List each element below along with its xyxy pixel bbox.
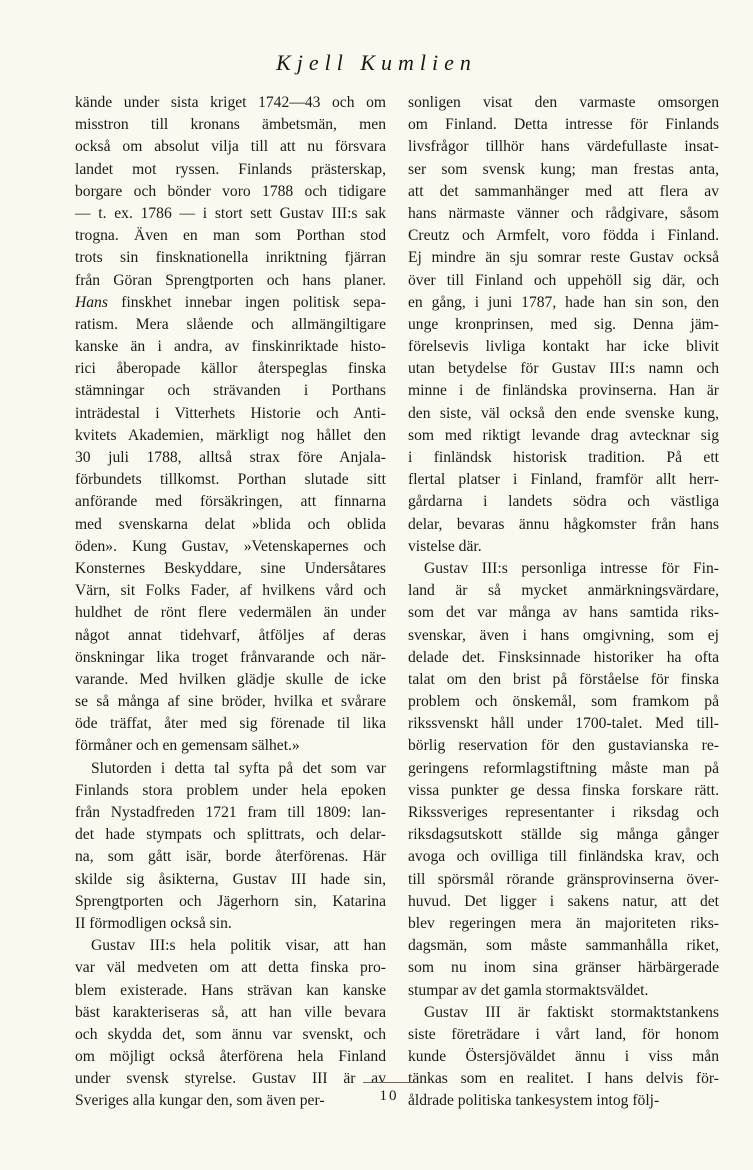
text-line: öden». Kung Gustav, »Vetenskapernes och <box>75 537 386 555</box>
text-line: hans närmaste vänner och rådgivare, såsom <box>408 204 719 222</box>
text-line: misstron till kronans ämbetsmän, men <box>75 116 386 134</box>
text-line: II förmodligen också sin. <box>75 914 232 932</box>
text-line: i finländsk historisk tradition. På ett <box>408 449 719 466</box>
text-line: om Finland. Detta intresse för Finlands <box>408 116 719 134</box>
text-line: rikssvenskt håll under 1700-talet. Med till- <box>408 715 719 733</box>
text-line: som nu inom sina gränser härbärgerade <box>408 959 719 977</box>
text-line: sonligen visat den varmaste omsorgen <box>408 94 719 111</box>
text-line: till spörsmål rörande gränsprovinserna över- <box>408 870 719 888</box>
text-line: varande. Med hvilken glädje skulle de icke <box>75 670 386 688</box>
text-line: borgare och bönder voro 1788 och tidigare <box>75 182 386 200</box>
text-line: geringens reformlagstiftning måste man på <box>408 759 719 777</box>
text-line: land är så mycket anmärkningsvärdare, <box>408 582 719 600</box>
text-line: Gustav III:s personliga intresse för Fin- <box>424 559 719 577</box>
text-line: börlig reservation för den gustavianska re- <box>408 737 719 755</box>
text-line: Finlands stora problem under hela epoken <box>75 781 386 799</box>
footer-rule <box>363 1082 415 1083</box>
text-line: rici åberopade källor återspeglas finska <box>75 360 386 378</box>
text-line: som det var många av hans samtida riks- <box>408 604 719 622</box>
text-line: Konsternes Beskyddare, sine Undersåtares <box>75 559 386 577</box>
text-line: från Göran Sprengtporten och hans planer. <box>75 271 386 289</box>
text-line: öde träffat, åter med sig förenade til lika <box>75 715 386 733</box>
text-line: den siste, väl också den ende svenske kung, <box>408 404 719 422</box>
text-line: Gustav III:s hela politik visar, att han <box>91 937 386 955</box>
text-line: också om absolut vilja till att nu försvara <box>75 138 386 156</box>
text-line: stämningar och strävanden i Porthans <box>75 382 386 400</box>
text-line: vissa punkter ge dessa finska forskare rätt. <box>408 781 719 799</box>
text-line: delar, bevaras ännu hågkomster från hans <box>408 515 719 533</box>
running-header: Kjell Kumlien <box>276 50 477 75</box>
text-line: från Nystadfreden 1721 fram till 1809: lan- <box>75 804 386 821</box>
text-line: om möjligt också återförena hela Finland <box>75 1048 386 1066</box>
text-line: som med riktigt levande drag avtecknar sig <box>408 426 719 444</box>
text-line: svenskar, även i hans omgivning, som ej <box>408 626 719 644</box>
text-line: Gustav III är faktiskt stormaktstankens <box>424 1003 719 1021</box>
text-line: tänkas som en realitet. I hans delvis för- <box>408 1070 719 1088</box>
text-line: Slutorden i detta tal syfta på det som var <box>91 759 386 777</box>
text-line: kanske än i andra, av finskinriktade histo- <box>75 338 386 356</box>
text-line: önskningar lika troget frånvarande och när- <box>75 648 386 666</box>
text-line: förbundets tillkomst. Porthan slutade sitt <box>75 471 386 489</box>
text-line: Sprengtporten och Jägerhorn sin, Katarina <box>75 892 386 910</box>
text-line: na, som gått isär, borde återförenas. Här <box>75 848 386 866</box>
text-line: problem och önskemål, som framkom på <box>408 693 719 711</box>
text-line: landet mot ryssen. Finlands prästerskap, <box>75 160 386 178</box>
text-line: siste företrädare i vårt land, för honom <box>408 1025 719 1043</box>
text-line: se så många af sine bröder, hvilka et svårare <box>75 693 386 711</box>
text-line: flertal platser i Finland, framför allt herr- <box>408 471 719 489</box>
text-line: det hade stympats och splittrats, och delar- <box>75 826 386 844</box>
text-line: trogna. Även en man som Porthan stod <box>75 227 386 245</box>
text-line: stumpar av det gamla stormaktsväldet. <box>408 981 649 999</box>
text-line: minne i de finländska provinserna. Han är <box>408 382 719 400</box>
text-line: bäst karakteriseras så, att han ville bevara <box>75 1003 386 1021</box>
text-line: Sveriges alla kungar den, som även per- <box>75 1092 325 1110</box>
text-line: blem existerade. Hans strävan kan kanske <box>75 981 386 999</box>
text-line: att det sammanhänger med att flera av <box>408 182 719 200</box>
text-line: och skydda det, som ännu var svenskt, och <box>75 1025 386 1043</box>
text-line: kände under sista kriget 1742—43 och om <box>75 94 386 111</box>
text-line: inträdestal i Vitterhets Historie och Anti- <box>75 404 386 422</box>
text-line: var väl medveten om att detta finska pro- <box>75 959 386 977</box>
text-line: Rikssveriges representanter i riksdag och <box>408 804 719 821</box>
text-line: unge kronprinsen, med sig. Denna jäm- <box>408 315 719 333</box>
text-line: anförande med försäkringen, att finnarna <box>75 493 386 511</box>
text-line: Ej mindre än sju somrar reste Gustav också <box>408 249 719 267</box>
text-line: avoga och ovilliga till finländska krav, och <box>408 848 719 866</box>
text-line: något annat tidehvarf, åtföljes af deras <box>75 626 386 644</box>
page-number: 10 <box>379 1088 399 1104</box>
text-line: huldhet de rönt flere vedermälen än under <box>75 604 386 622</box>
text-line: kunde Östersjöväldet ännu i viss mån <box>408 1048 719 1066</box>
text-line: riksdagsutskott ställde sig många gånger <box>408 826 719 844</box>
text-line: Hans finskhet innebar ingen politisk sepa- <box>75 293 386 311</box>
text-line: under svensk styrelse. Gustav III är av <box>75 1070 386 1088</box>
text-line: — t. ex. 1786 — i stort sett Gustav III:s sak <box>75 204 386 222</box>
text-line: skilde sig åsikterna, Gustav III hade sin, <box>75 870 386 888</box>
text-line: dagsmän, som måste sammanhålla riket, <box>408 937 719 955</box>
text-line: ser som svensk kung; man frestas anta, <box>408 160 719 178</box>
text-line: utan betydelse för Gustav III:s namn och <box>408 360 719 378</box>
text-line: huvud. Det ligger i sakens natur, att det <box>408 892 719 910</box>
text-line: 30 juli 1788, alltså strax före Anjala- <box>75 449 386 466</box>
text-line: Värn, sit Folks Fader, af hvilkens vård och <box>75 582 386 600</box>
text-line: talat om den brist på förståelse för finska <box>408 670 719 688</box>
text-line: åldrade politiska tankesystem intog följ- <box>408 1092 660 1110</box>
text-line: livsfrågor tillhör hans värdefullaste insat- <box>408 138 719 156</box>
text-line: delade det. Finsksinnade historiker ha ofta <box>408 648 719 666</box>
right-text-column <box>408 92 719 1113</box>
text-line: en gång, i juni 1787, hade han sin son, den <box>408 293 719 311</box>
left-text-column <box>75 92 386 1113</box>
text-line: vistelse där. <box>408 537 482 555</box>
text-line: förmåner och en gemensam sälhet.» <box>75 737 300 755</box>
text-line: kvitets Akademien, märkligt nog hållet den <box>75 426 386 444</box>
text-line: förelsevis livliga kontakt har icke blivit <box>408 338 719 356</box>
text-line: över till Finland och uppehöll sig där, och <box>408 271 719 289</box>
text-line: trots sin finsknationella inriktning fjärran <box>75 249 386 267</box>
text-line: blev regeringen mera än majoriteten riks- <box>408 914 719 932</box>
text-line: med svenskarna delat »blida och oblida <box>75 515 386 533</box>
text-line: ratism. Mera slående och allmängiltigare <box>75 315 386 333</box>
text-line: gårdarna i landets södra och västliga <box>408 493 719 511</box>
text-line: Creutz och Armfelt, voro födda i Finland. <box>408 227 719 245</box>
